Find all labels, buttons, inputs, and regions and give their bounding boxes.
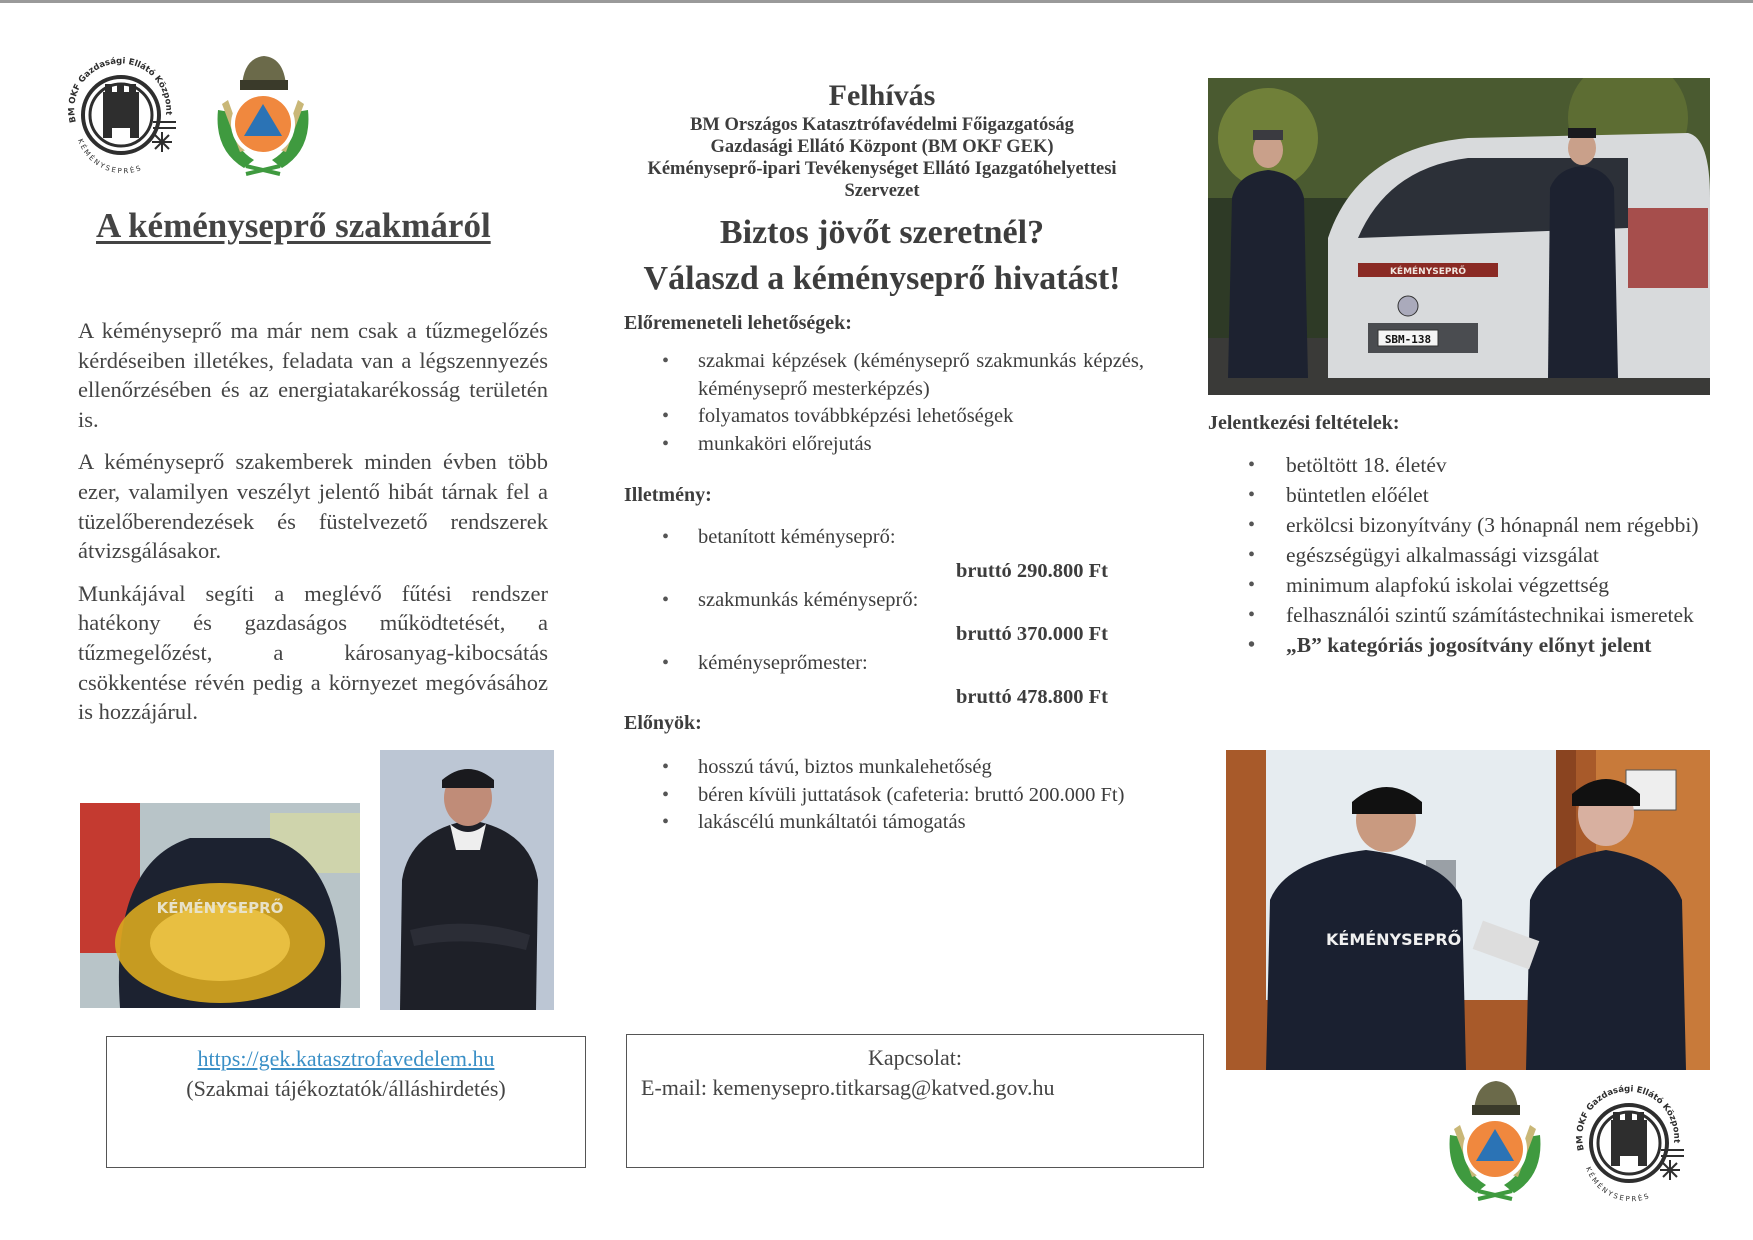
salary-role: kéményseprőmester: — [698, 652, 868, 674]
salary-role: szakmunkás kéményseprő: — [698, 589, 919, 611]
salary-role: betanított kéményseprő: — [698, 526, 896, 548]
website-link[interactable]: https://gek.katasztrofavedelem.hu — [197, 1046, 495, 1071]
license-plate: SBM-138 — [1384, 333, 1432, 346]
contact-box — [626, 1034, 1204, 1168]
photo-sweepers-with-van — [1208, 78, 1710, 395]
requirement-item: • büntetlen előélet — [1248, 480, 1728, 510]
headline-question: Biztos jövőt szeretnél? — [719, 214, 1045, 251]
salary-amount: bruttó 290.800 Ft — [955, 559, 1108, 582]
requirement-item: • betöltött 18. életév — [1248, 450, 1728, 480]
requirement-item: • minimum alapfokú iskolai végzettség — [1248, 570, 1728, 600]
okf-emblem-bottom — [1436, 1075, 1554, 1203]
photo-sweeper-brush-back — [80, 803, 360, 1008]
requirement-item: • felhasználói szintű számítástechnikai ismeretek — [1248, 600, 1728, 630]
gek-logo-bottom — [1566, 1080, 1692, 1206]
advancement-item: • folyamatos továbbképzési lehetőségek — [662, 403, 1144, 431]
okf-emblem — [204, 50, 322, 178]
salary-item — [662, 587, 1144, 648]
salary-section — [624, 482, 1144, 713]
photo-sweeper-portrait — [380, 750, 554, 1010]
benefit-item: • hosszú távú, biztos munkalehetőség — [662, 754, 1144, 782]
inspect-jacket-label: KÉMÉNYSEPRŐ — [1326, 930, 1462, 949]
jacket-label: KÉMÉNYSEPRŐ — [156, 899, 284, 917]
salary-heading: Illetmény: — [624, 484, 712, 506]
about-profession-text — [78, 316, 548, 740]
requirement-item-driving-license: • „B” kategóriás jogosítvány előnyt jelent — [1248, 630, 1728, 660]
gek-logo — [58, 52, 184, 178]
gek-bottom-text: KÉMÉNYSEPRÉS — [76, 137, 144, 176]
about-paragraph-1: A kéményseprő ma már nem csak a tűzmegelőzés kérdéseiben illetékes, feladata van a légszennyezés ellenőrzésében és az energiatakarékosság területén is. — [78, 318, 548, 432]
website-box — [106, 1036, 586, 1168]
benefit-item: • béren kívüli juttatások (cafeteria: bruttó 200.000 Ft) — [662, 782, 1144, 810]
contact-email[interactable]: E-mail: kemenysepro.titkarsag@katved.gov.hu — [641, 1075, 1055, 1100]
salary-amount: bruttó 478.800 Ft — [955, 685, 1108, 708]
org-line-1: BM Országos Katasztrófavédelmi Főigazgatóság — [690, 115, 1074, 135]
requirements-heading: Jelentkezési feltételek: — [1208, 412, 1400, 434]
benefits-heading: Előnyök: — [624, 712, 702, 734]
call-title: Felhívás — [828, 79, 936, 112]
salary-item — [662, 650, 1144, 711]
benefits-section — [624, 710, 1144, 837]
requirement-item: • erkölcsi bizonyítvány (3 hónapnál nem régebbi) — [1248, 510, 1728, 540]
scan-edge — [0, 0, 1753, 3]
gek-bottom-text: KÉMÉNYSEPRÉS — [1584, 1165, 1652, 1204]
advancement-section — [624, 310, 1144, 458]
van-hood-label: KÉMÉNYSEPRŐ — [1389, 267, 1467, 277]
gek-ring-text: BM OKF Gazdasági Ellátó Központ — [1575, 1084, 1682, 1152]
org-line-4: Szervezet — [844, 181, 920, 201]
left-section-title: A kéményseprő szakmáról — [96, 206, 491, 245]
requirements-section — [1208, 410, 1728, 660]
call-header — [612, 78, 1152, 302]
about-paragraph-3: Munkájával segíti a meglévő fűtési rendszer hatékony és gazdaságos működtetését, a tűzmegelőzést, a károsanyag-kibocsátás csökkentése révén pedig a környezet megóvásához is hozzájárul. — [78, 580, 548, 725]
salary-amount: bruttó 370.000 Ft — [955, 622, 1108, 645]
benefit-item: • lakáscélú munkáltatói támogatás — [662, 809, 1144, 837]
gek-ring-text: BM OKF Gazdasági Ellátó Központ — [67, 56, 174, 124]
advancement-heading: Előremeneteli lehetőségek: — [624, 312, 852, 334]
org-line-2: Gazdasági Ellátó Központ (BM OKF GEK) — [710, 137, 1054, 157]
contact-title: Kapcsolat: — [867, 1045, 963, 1070]
requirement-item: • egészségügyi alkalmassági vizsgálat — [1248, 540, 1728, 570]
website-caption: (Szakmai tájékoztatók/álláshirdetés) — [186, 1076, 506, 1101]
advancement-item: • szakmai képzések (kéményseprő szakmunkás képzés, kéményseprő mesterképzés) — [662, 348, 1144, 403]
about-paragraph-2: A kéményseprő szakemberek minden évben több ezer, valamilyen veszélyt jelentő hibát tárnak fel a tüzelőberendezések és füstelvezető rendszerek átvizsgálásakor. — [78, 449, 548, 564]
salary-item — [662, 524, 1144, 585]
photo-sweepers-inspecting — [1226, 750, 1710, 1070]
advancement-item: • munkaköri előrejutás — [662, 431, 1144, 459]
org-line-3: Kéményseprő-ipari Tevékenységet Ellátó Igazgatóhelyettesi — [647, 159, 1117, 179]
headline-call-to-action: Válaszd a kéményseprő hivatást! — [643, 260, 1121, 297]
